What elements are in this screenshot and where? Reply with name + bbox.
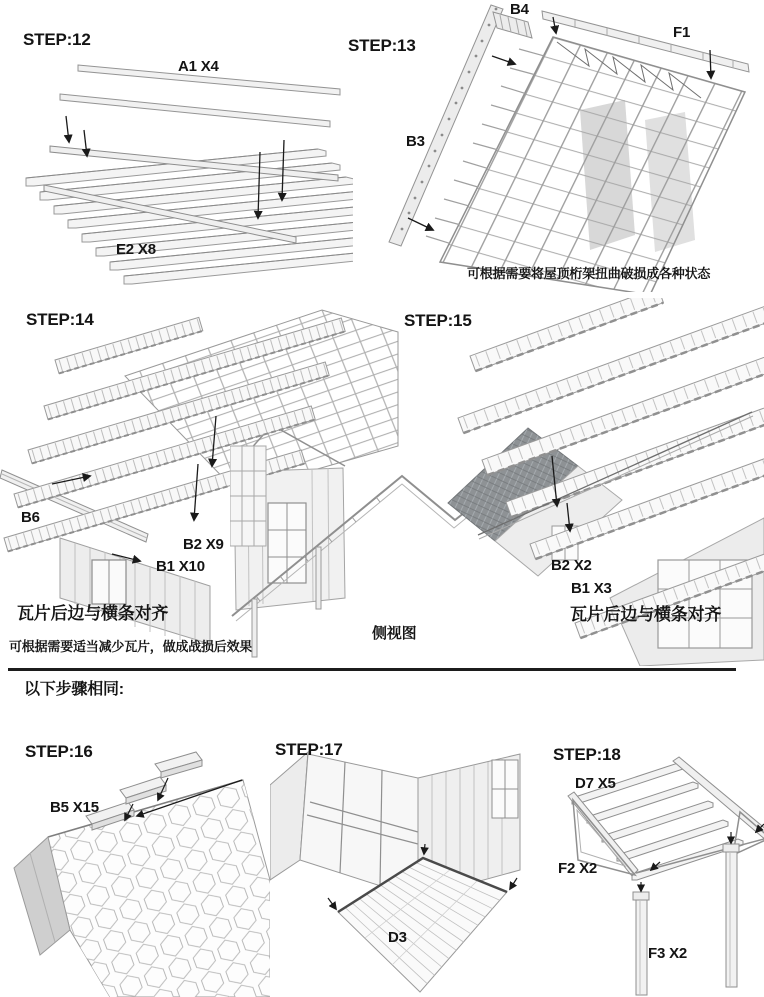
part-label-f3x2: F3 X2 xyxy=(648,945,688,962)
part-label-b1x3: B1 X3 xyxy=(571,580,612,597)
step14-callout: 瓦片后边与横条对齐 xyxy=(17,604,169,623)
following-steps-note: 以下步骤相同: xyxy=(24,681,124,698)
step15-callout: 瓦片后边与横条对齐 xyxy=(570,605,722,624)
part-label-f2x2: F2 X2 xyxy=(558,860,598,877)
step18-title: STEP:18 xyxy=(553,745,621,764)
step17-illustration xyxy=(270,740,540,997)
part-label-d3: D3 xyxy=(388,929,407,946)
part-label-d7x5: D7 X5 xyxy=(575,775,616,792)
posts-f3 xyxy=(633,844,739,995)
house-left-wall xyxy=(60,538,210,644)
part-label-b5x15: B5 X15 xyxy=(50,799,99,816)
section-divider xyxy=(8,668,736,671)
part-label-f1: F1 xyxy=(673,24,691,41)
part-label-b2x9: B2 X9 xyxy=(183,536,224,553)
step13-note: 可根据需要将屋顶桁架扭曲破损成各种状态 xyxy=(467,266,711,281)
step14-title: STEP:14 xyxy=(26,310,94,329)
step16-illustration xyxy=(0,740,270,997)
step13-title: STEP:13 xyxy=(348,36,416,55)
part-label-b2x2: B2 X2 xyxy=(551,557,592,574)
step16-title: STEP:16 xyxy=(25,742,93,761)
part-label-b1x10: B1 X10 xyxy=(156,558,205,575)
step17-title: STEP:17 xyxy=(275,740,343,759)
step15-title: STEP:15 xyxy=(404,311,472,330)
step12-title: STEP:12 xyxy=(23,30,91,49)
part-label-e2x8: E2 X8 xyxy=(116,241,156,258)
part-label-b3: B3 xyxy=(406,133,425,150)
part-label-b6: B6 xyxy=(21,509,40,526)
side-view-label: 侧视图 xyxy=(372,625,417,642)
step14-note: 可根据需要适当减少瓦片，做成战损后效果 xyxy=(9,639,253,654)
part-label-b4: B4 xyxy=(510,1,529,18)
part-label-a1x4: A1 X4 xyxy=(178,58,219,75)
